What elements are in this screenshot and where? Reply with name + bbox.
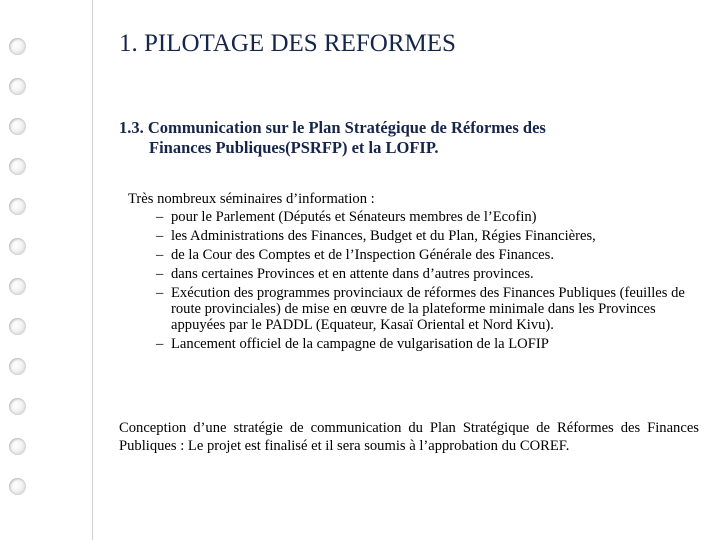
subtitle-line-1: 1.3. Communication sur le Plan Stratégique de Réformes des <box>119 118 546 137</box>
list-item-text: les Administrations des Finances, Budget et du Plan, Régies Financières, <box>171 228 596 244</box>
binder-hole <box>9 438 26 455</box>
slide-title: 1. PILOTAGE DES REFORMES <box>119 30 456 57</box>
section-subtitle <box>119 118 699 158</box>
dash-bullet: – <box>156 266 164 282</box>
dash-bullet: – <box>156 336 164 352</box>
seminar-list <box>128 209 703 352</box>
list-item-text: pour le Parlement (Députés et Sénateurs membres de l’Ecofin) <box>171 209 537 225</box>
binder-hole <box>9 198 26 215</box>
dash-bullet: – <box>156 247 164 263</box>
list-item-text: dans certaines Provinces et en attente dans d’autres provinces. <box>171 266 534 282</box>
subtitle-line-2: Finances Publiques(PSRFP) et la LOFIP. <box>149 138 439 157</box>
list-item-text: Lancement officiel de la campagne de vulgarisation de la LOFIP <box>171 336 549 352</box>
list-item-text: de la Cour des Comptes et de l’Inspection Générale des Finances. <box>171 247 554 263</box>
binder-hole <box>9 478 26 495</box>
dash-bullet: – <box>156 285 164 301</box>
list-item-text: Exécution des programmes provinciaux de réformes des Finances Publiques (feuilles de route provinciales) de mise en œuvre de la plateforme minimale dans les Provinces appuyées par le PADDL (Equateur, Kasaï Oriental et Nord Kivu). <box>171 285 685 333</box>
list-item <box>128 209 703 225</box>
list-item <box>128 336 703 352</box>
dash-bullet: – <box>156 209 164 225</box>
list-item <box>128 247 703 263</box>
binder-hole <box>9 238 26 255</box>
notebook-margin-line <box>92 0 93 540</box>
conclusion-paragraph: Conception d’une stratégie de communication du Plan Stratégique de Réformes des Finances Publiques : Le projet est finalisé et il sera soumis à l’approbation du COREF. <box>119 420 699 454</box>
list-item <box>128 266 703 282</box>
binder-hole <box>9 398 26 415</box>
content-body <box>128 190 703 355</box>
binder-hole <box>9 78 26 95</box>
binder-hole <box>9 318 26 335</box>
list-item <box>128 285 703 333</box>
list-item <box>128 228 703 244</box>
binder-hole <box>9 158 26 175</box>
binder-hole <box>9 38 26 55</box>
dash-bullet: – <box>156 228 164 244</box>
intro-text: Très nombreux séminaires d’information : <box>128 191 375 207</box>
binder-hole <box>9 118 26 135</box>
binder-hole <box>9 358 26 375</box>
binder-hole <box>9 278 26 295</box>
